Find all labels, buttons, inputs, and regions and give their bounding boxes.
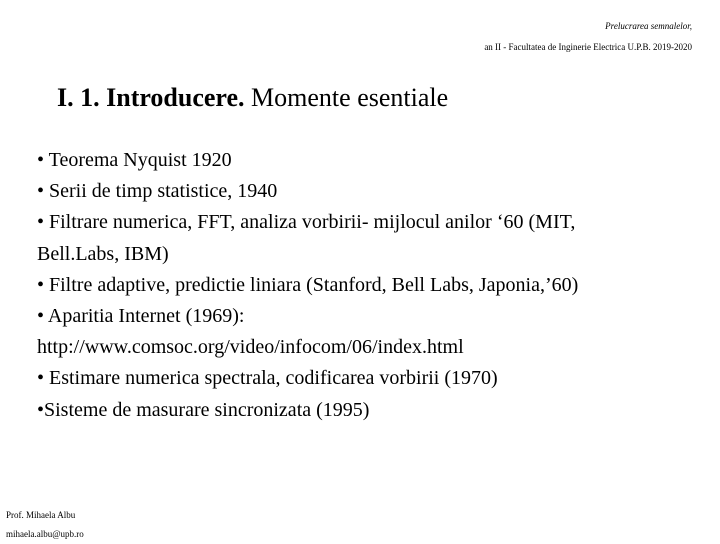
bullet-item: • Filtrare numerica, FFT, analiza vorbirii- mijlocul anilor ‘60 (MIT, xyxy=(37,211,576,234)
bullet-item: • Teorema Nyquist 1920 xyxy=(37,149,232,171)
title-bold-part: I. 1. Introducere. xyxy=(57,83,245,112)
course-name: Prelucrarea semnalelor, xyxy=(605,21,692,31)
bullet-item: • Filtre adaptive, predictie liniara (Stanford, Bell Labs, Japonia,’60) xyxy=(37,273,579,296)
slide-title xyxy=(57,83,448,113)
bullet-item: • Aparitia Internet (1969): xyxy=(37,305,245,328)
bullet-item: •Sisteme de masurare sincronizata (1995) xyxy=(37,398,370,421)
slide-footer xyxy=(6,506,84,544)
bullet-list xyxy=(37,145,707,426)
author-email: mihaela.albu@upb.ro xyxy=(6,529,84,539)
url-text: http://www.comsoc.org/video/infocom/06/index.html xyxy=(37,336,464,359)
bullet-item-continuation: Bell.Labs, IBM) xyxy=(37,242,169,265)
title-normal-part: Momente esentiale xyxy=(251,83,449,112)
bullet-item: • Estimare numerica spectrala, codificarea vorbirii (1970) xyxy=(37,367,498,390)
faculty-info: an II - Facultatea de Inginerie Electrica U.P.B. 2019-2020 xyxy=(484,42,692,52)
bullet-item: • Serii de timp statistice, 1940 xyxy=(37,180,278,203)
author-name: Prof. Mihaela Albu xyxy=(6,510,76,520)
slide-header xyxy=(484,16,692,58)
